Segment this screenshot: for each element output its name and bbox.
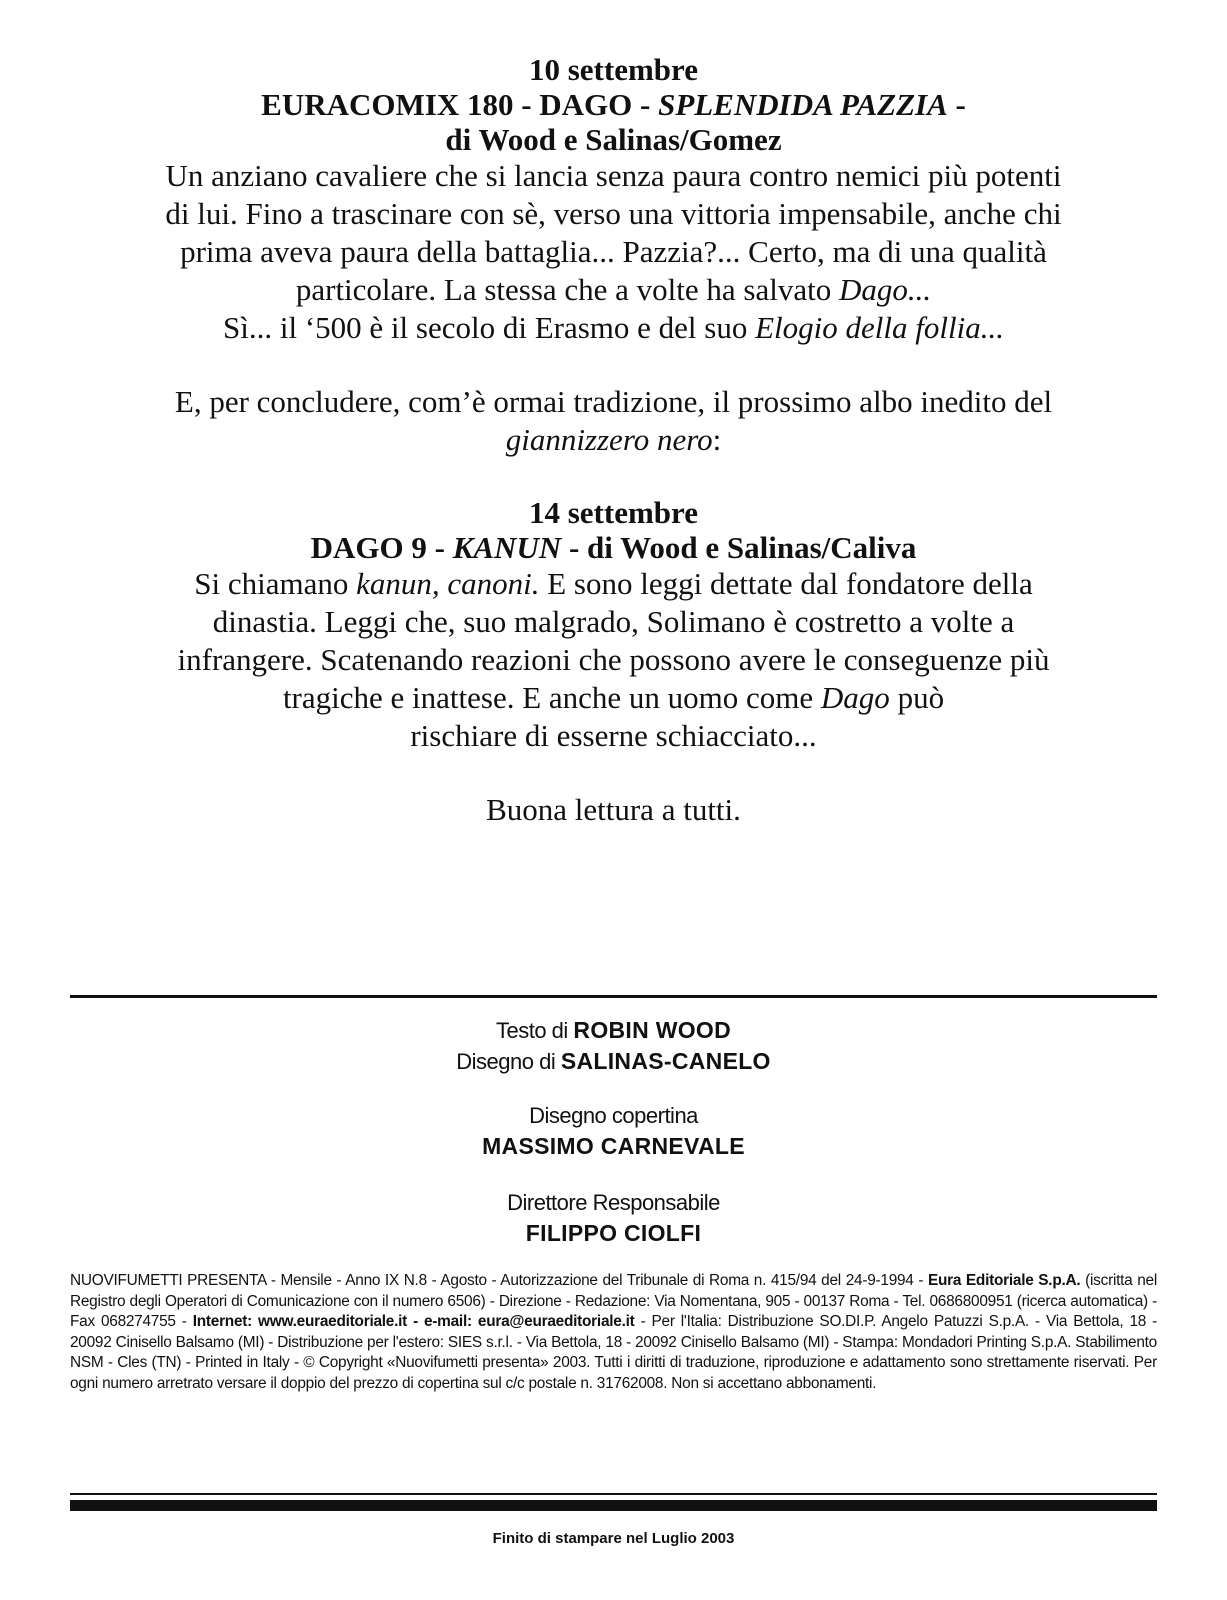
legal-notice: NUOVIFUMETTI PRESENTA - Mensile - Anno IX N.8 - Agosto - Autorizzazione del Tribunale di Roma n. 415/94 del 24-9-1994 - Eura Editoriale S.p.A. (iscritta nel Registro degli Operatori di Comunicazione con il numero 6506) - Direzione - Redazione: Via Nomentana, 905 - 00137 Roma - Tel. 0686800951 (ricerca automatica) - Fax 068274755 - Internet: www.euraeditoriale.it - e-mail: eura@euraeditoriale.it - Per l'Italia: Distribuzione SO.DI.P. Angelo Patuzzi S.p.A. - Via Bettola, 18 - 20092 Cinisello Balsamo (MI) - Distribuzione per l'estero: SIES s.r.l. - Via Bettola, 18 - 20092 Cinisello Balsamo (MI) - Stampa: Mondadori Printing S.p.A. Stabilimento NSM - Cles (TN) - Printed in Italy - © Copyright «Nuovifumetti presenta» 2003. Tutti i diritti di traduzione, riproduzione e adattamento sono strettamente riservati. Per ogni numero arretrato versare il doppio del prezzo di copertina sul c/c postale n. 31762008. Non si accettano abbonamenti.	[70, 1272, 1158, 1392]
credits-cover: Disegno copertina MASSIMO CARNEVALE	[482, 1103, 745, 1159]
issue1-title: EURACOMIX 180 - DAGO - SPLENDIDA PAZZIA -	[261, 87, 966, 122]
issue1-date: 10 settembre	[528, 52, 698, 87]
director-name: FILIPPO CIOLFI	[525, 1220, 702, 1246]
issue2-title: DAGO 9 - KANUN - di Wood e Salinas/Caliva	[310, 530, 917, 565]
divider-bottom-thin	[70, 1493, 1157, 1495]
issue2-synopsis: Si chiamano kanun, canoni. E sono leggi dettate dal fondatore della dinastia. Leggi che, suo malgrado, Solimano è costretto a volte a infrangere. Scatenando reazioni che possono avere le conseguenze più tragiche e inattese. E anche un uomo come Dago può rischiare di esserne schiacciato...	[177, 566, 1050, 753]
issue2-date: 14 settembre	[528, 495, 698, 530]
divider-top	[70, 995, 1157, 998]
artist-name: SALINAS-CANELO	[560, 1048, 771, 1074]
credits-writer-artist: Testo di ROBIN WOOD Disegno di SALINAS-CANELO	[456, 1017, 771, 1074]
announcements	[60, 52, 1167, 829]
intro-paragraph: E, per concludere, com’è ormai tradizione, il prossimo albo inedito del giannizzero nero:	[174, 384, 1053, 457]
issue1-synopsis: Un anziano cavaliere che si lancia senza paura contro nemici più potenti di lui. Fino a trascinare con sè, verso una vittoria impensabile, anche chi prima aveva paura della battaglia... Pazzia?... Certo, ma di una qualità particolare. La stessa che a volte ha salvato Dago... Sì... il ‘500 è il secolo di Erasmo e del suo Elogio della follia...	[165, 158, 1062, 345]
writer-name: ROBIN WOOD	[573, 1017, 732, 1043]
divider-bottom-thick	[70, 1500, 1157, 1511]
credits-director: Direttore Responsabile FILIPPO CIOLFI	[507, 1190, 720, 1246]
cover-artist-name: MASSIMO CARNEVALE	[482, 1133, 745, 1159]
issue1-title-italic: SPLENDIDA PAZZIA	[658, 87, 948, 122]
closing-greeting: Buona lettura a tutti.	[486, 792, 741, 827]
print-date: Finito di stampare nel Luglio 2003	[492, 1530, 735, 1547]
issue1-authors: di Wood e Salinas/Gomez	[445, 122, 782, 157]
